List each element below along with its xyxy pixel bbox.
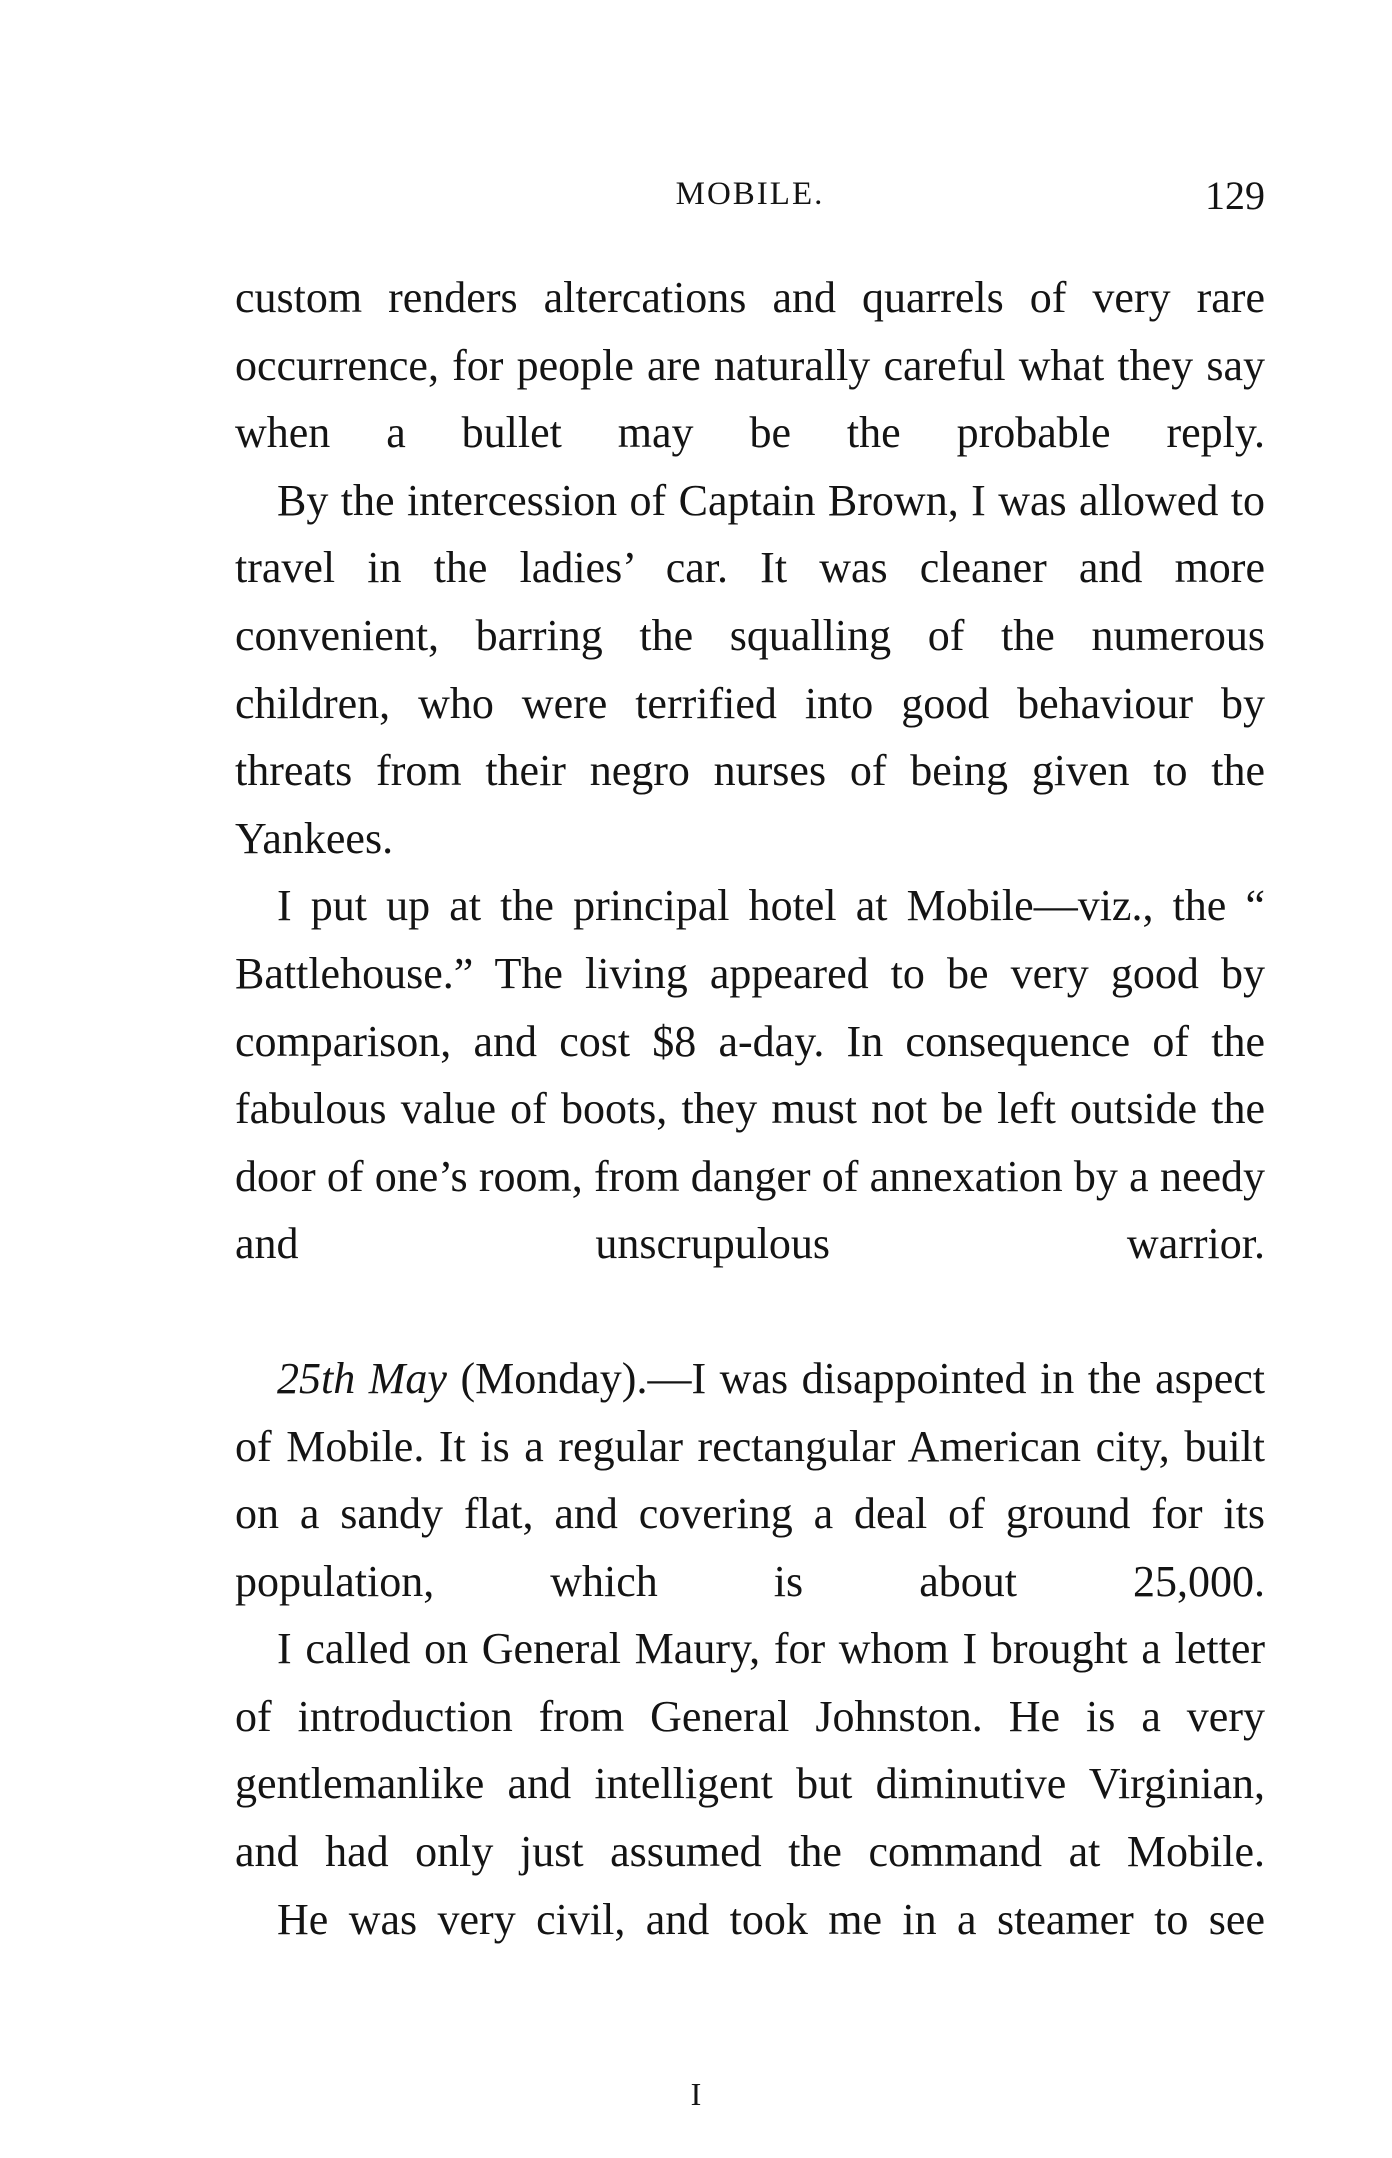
page-number: 129 <box>1205 173 1265 218</box>
signature-mark: I <box>690 2076 702 2112</box>
diary-date: 25th May <box>277 1353 447 1403</box>
paragraph-25th-may <box>235 1345 1265 1615</box>
paragraph-steamer: He was very civil, and took me in a steamer to see <box>277 1894 1265 1944</box>
body-text <box>235 264 1265 1953</box>
running-title: MOBILE. <box>675 176 825 212</box>
paragraph-25th-may-text: (Monday).—I was disappointed in the aspect of Mobile. It is a regular rectangular American city, built on a sandy flat, and covering a deal of ground for its population, which is about 25,000. <box>235 1353 1266 1606</box>
paragraph-general-maury: I called on General Maury, for whom I brought a letter of introduction from General Johnston. He is a very gentlemanlike and intelligent but diminutive Virginian, and had only just assumed the command at Mobile. <box>235 1624 1265 1877</box>
running-head <box>235 173 1265 226</box>
paragraph-continuation: custom renders altercations and quarrels of very rare occurrence, for people are naturally careful what they say when a bullet may be the probable reply. <box>235 273 1265 458</box>
paragraph-battlehouse: I put up at the principal hotel at Mobile—viz., the “ Battlehouse.” The living appeared to be very good by comparison, and cost $8 a-day. In consequence of the fabulous value of boots, they must not be left outside the door of one’s room, from danger of annexation by a needy and unscrupulous warrior. <box>235 881 1265 1269</box>
paragraph-captain-brown: By the intercession of Captain Brown, I was allowed to travel in the ladies’ car. It was cleaner and more convenient, barring the squalling of the numerous children, who were terrified into good behaviour by threats from their negro nurses of being given to the Yankees. <box>235 475 1265 863</box>
